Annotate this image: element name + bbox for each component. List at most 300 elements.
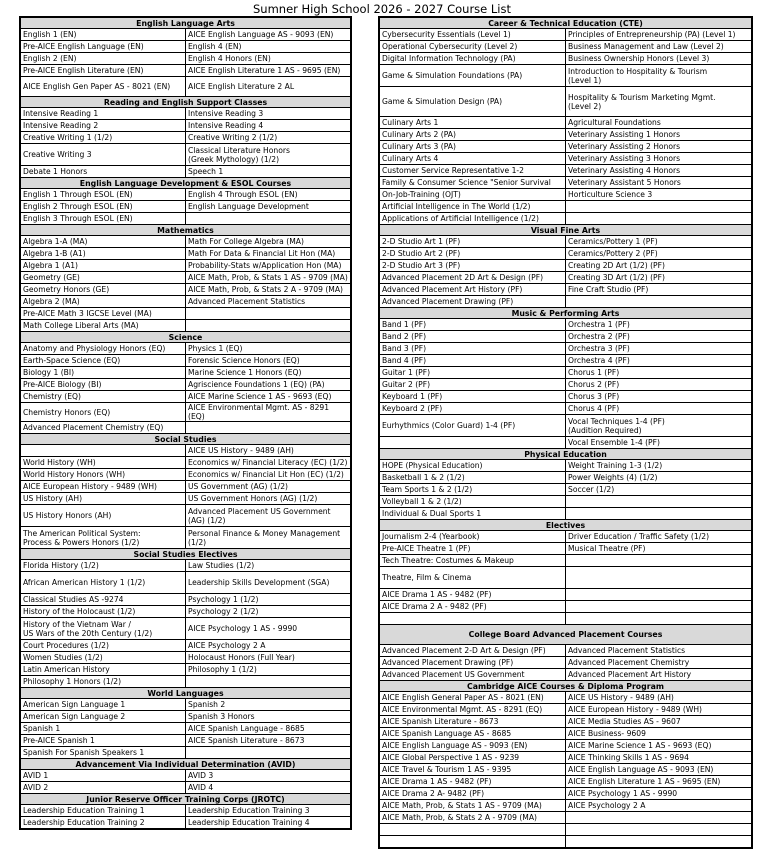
course-cell-left: Advanced Placement Drawing (PF) xyxy=(380,296,566,308)
course-cell-left xyxy=(380,437,566,449)
course-cell-right: Intensive Reading 4 xyxy=(186,120,351,132)
course-cell-left: English 2 Through ESOL (EN) xyxy=(21,201,186,213)
course-cell-left: Eurhythmics (Color Guard) 1-4 (PF) xyxy=(380,415,566,437)
course-cell-left: HOPE (Physical Education) xyxy=(380,460,566,472)
course-cell-left: Individual & Dual Sports 1 xyxy=(380,508,566,520)
course-row xyxy=(380,437,752,449)
course-cell-right: Speech 1 xyxy=(186,166,351,178)
section-header-social-studies xyxy=(21,434,351,445)
course-cell-right xyxy=(186,320,351,332)
course-row xyxy=(21,343,351,355)
course-row xyxy=(21,572,351,594)
section-header-mathematics xyxy=(21,225,351,236)
course-cell-left: The American Political System: Process & Powers Honors (1/2) xyxy=(21,527,186,549)
course-cell-left: AICE Spanish Literature - 8673 xyxy=(380,716,566,728)
course-cell-left: Culinary Arts 4 xyxy=(380,153,566,165)
course-cell-right: AICE Psychology 1 AS - 9990 xyxy=(566,788,752,800)
section-header-english-language-development-esol-courses xyxy=(21,178,351,189)
course-row xyxy=(21,817,351,829)
course-cell-left: Band 4 (PF) xyxy=(380,355,566,367)
course-cell-right: AICE Marine Science 1 AS - 9693 (EQ) xyxy=(566,740,752,752)
course-row xyxy=(21,422,351,434)
course-cell-left: Digital Information Technology (PA) xyxy=(380,53,566,65)
course-row xyxy=(21,108,351,120)
section-title: Junior Reserve Officer Training Corps (JROTC) xyxy=(21,794,351,805)
course-cell-right: Leadership Education Training 4 xyxy=(186,817,351,829)
course-cell-left: US History (AH) xyxy=(21,493,186,505)
section-title: Electives xyxy=(380,520,752,531)
course-cell-left: Advanced Placement Drawing (PF) xyxy=(380,657,566,669)
course-row xyxy=(21,367,351,379)
course-cell-right: AICE Spanish Language - 8685 xyxy=(186,723,351,735)
course-row xyxy=(380,129,752,141)
course-cell-left: Advanced Placement 2D Art & Design (PF) xyxy=(380,272,566,284)
course-row xyxy=(380,669,752,681)
section-title: Visual Fine Arts xyxy=(380,225,752,236)
course-cell-left: AVID 1 xyxy=(21,770,186,782)
course-cell-left: English 2 (EN) xyxy=(21,53,186,65)
course-cell-right: Chorus 2 (PF) xyxy=(566,379,752,391)
course-cell-right: Agriscience Foundations 1 (EQ) (PA) xyxy=(186,379,351,391)
course-row xyxy=(21,320,351,332)
course-row xyxy=(380,355,752,367)
course-cell-right: Veterinary Assisting 1 Honors xyxy=(566,129,752,141)
course-cell-left: Intensive Reading 2 xyxy=(21,120,186,132)
course-cell-left: Pre-AICE Spanish 1 xyxy=(21,735,186,747)
course-row xyxy=(21,457,351,469)
course-cell-left: World History (WH) xyxy=(21,457,186,469)
course-cell-right: Driver Education / Traffic Safety (1/2) xyxy=(566,531,752,543)
course-cell-right: Principles of Entrepreneurship (PA) (Level 1) xyxy=(566,29,752,41)
course-cell-left: Leadership Education Training 1 xyxy=(21,805,186,817)
section-header-career-technical-education-cte xyxy=(380,18,752,29)
course-row xyxy=(380,764,752,776)
course-row xyxy=(380,177,752,189)
course-row xyxy=(21,166,351,178)
course-cell-left: Classical Studies AS -9274 xyxy=(21,594,186,606)
section-title: Music & Performing Arts xyxy=(380,308,752,319)
course-cell-right: Creating 2D Art (1/2) (PF) xyxy=(566,260,752,272)
course-cell-left: American Sign Language 2 xyxy=(21,711,186,723)
course-row xyxy=(380,236,752,248)
course-cell-right: AICE Spanish Literature - 8673 xyxy=(186,735,351,747)
course-cell-left: Geometry (GE) xyxy=(21,272,186,284)
course-cell-right: English 4 Honors (EN) xyxy=(186,53,351,65)
course-cell-right: Creating 3D Art (1/2) (PF) xyxy=(566,272,752,284)
course-cell-right: AICE Psychology 2 A xyxy=(186,640,351,652)
course-cell-right: AICE Environmental Mgmt. AS - 8291 (EQ) xyxy=(186,403,351,422)
course-cell-left: Women Studies (1/2) xyxy=(21,652,186,664)
course-cell-left: 2-D Studio Art 2 (PF) xyxy=(380,248,566,260)
course-row xyxy=(21,248,351,260)
course-cell-left: Advanced Placement Chemistry (EQ) xyxy=(21,422,186,434)
course-cell-left: Team Sports 1 & 2 (1/2) xyxy=(380,484,566,496)
course-row xyxy=(21,391,351,403)
course-row xyxy=(21,606,351,618)
course-row xyxy=(380,692,752,704)
section-title: Cambridge AICE Courses & Diploma Program xyxy=(380,681,752,692)
course-row xyxy=(21,236,351,248)
course-row xyxy=(380,367,752,379)
section-title: Social Studies Electives xyxy=(21,549,351,560)
course-cell-left: Cybersecurity Essentials (Level 1) xyxy=(380,29,566,41)
course-row xyxy=(380,319,752,331)
course-cell-right: AICE Media Studies AS - 9607 xyxy=(566,716,752,728)
course-cell-right: Ceramics/Pottery 1 (PF) xyxy=(566,236,752,248)
course-cell-left: Court Procedures (1/2) xyxy=(21,640,186,652)
course-cell-right: AVID 4 xyxy=(186,782,351,794)
section-title: Career & Technical Education (CTE) xyxy=(380,18,752,29)
course-cell-left xyxy=(380,613,566,625)
course-cell-left: Leadership Education Training 2 xyxy=(21,817,186,829)
course-cell-right xyxy=(186,213,351,225)
course-cell-left: Game & Simulation Design (PA) xyxy=(380,87,566,117)
course-cell-right: Veterinary Assisting 4 Honors xyxy=(566,165,752,177)
course-cell-left: AICE European History - 9489 (WH) xyxy=(21,481,186,493)
course-row xyxy=(380,613,752,625)
course-cell-left: AICE Global Perspective 1 AS - 9239 xyxy=(380,752,566,764)
course-cell-left: Guitar 2 (PF) xyxy=(380,379,566,391)
course-row xyxy=(380,189,752,201)
course-cell-right: Power Weights (4) (1/2) xyxy=(566,472,752,484)
course-cell-right: Marine Science 1 Honors (EQ) xyxy=(186,367,351,379)
course-cell-right: AICE Psychology 2 A xyxy=(566,800,752,812)
course-cell-left: Operational Cybersecurity (Level 2) xyxy=(380,41,566,53)
course-cell-left: English 1 (EN) xyxy=(21,29,186,41)
course-cell-right: AICE Psychology 1 AS - 9990 xyxy=(186,618,351,640)
section-header-world-languages xyxy=(21,688,351,699)
course-cell-right: Chorus 1 (PF) xyxy=(566,367,752,379)
course-cell-right: AICE US History - 9489 (AH) xyxy=(566,692,752,704)
course-cell-right: AICE European History - 9489 (WH) xyxy=(566,704,752,716)
section-header-cambridge-aice-courses-diploma-program xyxy=(380,681,752,692)
course-cell-right: AICE English Literature 1 AS - 9695 (EN) xyxy=(186,65,351,77)
course-row xyxy=(21,723,351,735)
course-cell-right xyxy=(186,676,351,688)
section-title: Science xyxy=(21,332,351,343)
course-cell-right: Business Management and Law (Level 2) xyxy=(566,41,752,53)
course-cell-left: Basketball 1 & 2 (1/2) xyxy=(380,472,566,484)
course-cell-left: On-Job-Training (OJT) xyxy=(380,189,566,201)
course-cell-left: AICE Math, Prob, & Stats 1 AS - 9709 (MA) xyxy=(380,800,566,812)
course-row xyxy=(21,272,351,284)
course-row xyxy=(21,560,351,572)
course-row xyxy=(21,594,351,606)
course-cell-right: AICE English Language AS - 9093 (EN) xyxy=(566,764,752,776)
course-row xyxy=(380,543,752,555)
right-course-table xyxy=(379,17,752,848)
course-cell-right: Orchestra 4 (PF) xyxy=(566,355,752,367)
course-cell-left: Anatomy and Physiology Honors (EQ) xyxy=(21,343,186,355)
course-cell-left: Theatre, Film & Cinema xyxy=(380,567,566,589)
course-cell-right: Orchestra 3 (PF) xyxy=(566,343,752,355)
course-cell-right: Intensive Reading 3 xyxy=(186,108,351,120)
course-cell-left: African American History 1 (1/2) xyxy=(21,572,186,594)
course-cell-left: Latin American History xyxy=(21,664,186,676)
course-cell-right: Veterinary Assisting 2 Honors xyxy=(566,141,752,153)
course-row xyxy=(380,165,752,177)
course-row xyxy=(21,120,351,132)
course-cell-right: Psychology 1 (1/2) xyxy=(186,594,351,606)
course-row xyxy=(21,29,351,41)
course-cell-left: Algebra 2 (MA) xyxy=(21,296,186,308)
course-cell-right xyxy=(566,613,752,625)
course-row xyxy=(21,355,351,367)
course-row xyxy=(380,403,752,415)
section-title: Social Studies xyxy=(21,434,351,445)
course-cell-right: AICE English Literature 1 AS - 9695 (EN) xyxy=(566,776,752,788)
course-cell-right: Math For College Algebra (MA) xyxy=(186,236,351,248)
course-cell-right xyxy=(566,555,752,567)
course-cell-right xyxy=(186,747,351,759)
course-cell-left: 2-D Studio Art 1 (PF) xyxy=(380,236,566,248)
course-cell-left: Game & Simulation Foundations (PA) xyxy=(380,65,566,87)
course-cell-right xyxy=(186,422,351,434)
course-row xyxy=(380,391,752,403)
section-title: College Board Advanced Placement Courses xyxy=(380,625,752,645)
course-cell-right: Veterinary Assistant 5 Honors xyxy=(566,177,752,189)
course-row xyxy=(21,618,351,640)
course-cell-right: Math For Data & Financial Lit Hon (MA) xyxy=(186,248,351,260)
course-row xyxy=(21,782,351,794)
course-row xyxy=(380,472,752,484)
course-row xyxy=(21,640,351,652)
course-cell-left xyxy=(21,445,186,457)
course-cell-left: Philosophy 1 Honors (1/2) xyxy=(21,676,186,688)
course-cell-right: Law Studies (1/2) xyxy=(186,560,351,572)
section-header-advancement-via-individual-determination-avid xyxy=(21,759,351,770)
course-cell-right: Advanced Placement Chemistry xyxy=(566,657,752,669)
course-row xyxy=(21,676,351,688)
course-cell-left: Culinary Arts 2 (PA) xyxy=(380,129,566,141)
course-cell-left: Advanced Placement 2-D Art & Design (PF) xyxy=(380,645,566,657)
section-title: English Language Development & ESOL Courses xyxy=(21,178,351,189)
course-cell-left: English 1 Through ESOL (EN) xyxy=(21,189,186,201)
course-cell-right: Chorus 3 (PF) xyxy=(566,391,752,403)
course-cell-right: Weight Training 1-3 (1/2) xyxy=(566,460,752,472)
course-row xyxy=(380,41,752,53)
course-cell-right xyxy=(186,308,351,320)
course-cell-left: History of the Vietnam War / US Wars of the 20th Century (1/2) xyxy=(21,618,186,640)
course-cell-right: AICE Marine Science 1 AS - 9693 (EQ) xyxy=(186,391,351,403)
course-cell-right: English 4 (EN) xyxy=(186,41,351,53)
course-cell-right xyxy=(566,201,752,213)
course-cell-left: Algebra 1 (A1) xyxy=(21,260,186,272)
course-row xyxy=(21,144,351,166)
course-cell-left: AICE Spanish Language AS - 8685 xyxy=(380,728,566,740)
course-cell-left: Geometry Honors (GE) xyxy=(21,284,186,296)
course-cell-right: Orchestra 2 (PF) xyxy=(566,331,752,343)
course-row xyxy=(21,284,351,296)
course-cell-left: AICE Drama 1 AS - 9482 (PF) xyxy=(380,776,566,788)
section-header-college-board-advanced-placement-courses xyxy=(380,625,752,645)
section-header-music-performing-arts xyxy=(380,308,752,319)
course-cell-left: Applications of Artificial Intelligence (1/2) xyxy=(380,213,566,225)
course-cell-right: Psychology 2 (1/2) xyxy=(186,606,351,618)
course-cell-left: AICE English General Paper AS - 8021 (EN) xyxy=(380,692,566,704)
course-row xyxy=(380,836,752,848)
section-title: Physical Education xyxy=(380,449,752,460)
course-cell-right: AICE US History - 9489 (AH) xyxy=(186,445,351,457)
course-cell-left: Keyboard 2 (PF) xyxy=(380,403,566,415)
course-cell-left: AICE English Language AS - 9093 (EN) xyxy=(380,740,566,752)
course-cell-left: Pre-AICE English Literature (EN) xyxy=(21,65,186,77)
course-cell-right xyxy=(566,589,752,601)
course-cell-right: Probability-Stats w/Application Hon (MA) xyxy=(186,260,351,272)
course-cell-left: AICE Drama 1 AS - 9482 (PF) xyxy=(380,589,566,601)
course-cell-right xyxy=(566,567,752,589)
course-cell-right xyxy=(566,508,752,520)
course-cell-left: Algebra 1-A (MA) xyxy=(21,236,186,248)
course-row xyxy=(21,664,351,676)
course-row xyxy=(21,481,351,493)
course-row xyxy=(380,716,752,728)
course-cell-right: Advanced Placement Statistics xyxy=(186,296,351,308)
course-cell-right: Ceramics/Pottery 2 (PF) xyxy=(566,248,752,260)
course-cell-left: Guitar 1 (PF) xyxy=(380,367,566,379)
course-cell-right xyxy=(566,836,752,848)
course-row xyxy=(380,141,752,153)
course-row xyxy=(21,805,351,817)
course-row xyxy=(380,508,752,520)
course-row xyxy=(380,296,752,308)
course-cell-right: AICE Thinking Skills 1 AS - 9694 xyxy=(566,752,752,764)
course-cell-left: Chemistry Honors (EQ) xyxy=(21,403,186,422)
course-cell-left: Culinary Arts 3 (PA) xyxy=(380,141,566,153)
course-cell-right: AICE Math, Prob, & Stats 2 A - 9709 (MA) xyxy=(186,284,351,296)
course-cell-right: Creative Writing 2 (1/2) xyxy=(186,132,351,144)
course-row xyxy=(380,213,752,225)
course-row xyxy=(380,272,752,284)
course-cell-right: Spanish 2 xyxy=(186,699,351,711)
course-row xyxy=(380,201,752,213)
course-cell-left xyxy=(380,824,566,836)
course-cell-left: World History Honors (WH) xyxy=(21,469,186,481)
course-cell-left: Spanish For Spanish Speakers 1 xyxy=(21,747,186,759)
course-cell-right: Orchestra 1 (PF) xyxy=(566,319,752,331)
course-cell-right: English 4 Through ESOL (EN) xyxy=(186,189,351,201)
course-cell-right xyxy=(566,296,752,308)
course-row xyxy=(380,567,752,589)
course-cell-right: Forensic Science Honors (EQ) xyxy=(186,355,351,367)
course-row xyxy=(21,379,351,391)
course-cell-left: US History Honors (AH) xyxy=(21,505,186,527)
course-cell-left: Family & Consumer Science "Senior Survival xyxy=(380,177,566,189)
course-row xyxy=(21,735,351,747)
course-cell-right: Musical Theatre (PF) xyxy=(566,543,752,555)
course-row xyxy=(21,41,351,53)
course-row xyxy=(380,589,752,601)
course-cell-left xyxy=(380,836,566,848)
course-row xyxy=(21,213,351,225)
course-row xyxy=(21,53,351,65)
course-cell-left: Band 1 (PF) xyxy=(380,319,566,331)
course-row xyxy=(21,445,351,457)
section-title: Reading and English Support Classes xyxy=(21,97,351,108)
course-cell-right: AICE English Language AS - 9093 (EN) xyxy=(186,29,351,41)
course-cell-left: AICE Drama 2 A- 9482 (PF) xyxy=(380,788,566,800)
course-row xyxy=(380,645,752,657)
course-row xyxy=(380,29,752,41)
course-cell-right: Philosophy 1 (1/2) xyxy=(186,664,351,676)
course-cell-right: Chorus 4 (PF) xyxy=(566,403,752,415)
course-cell-right: Hospitality & Tourism Marketing Mgmt. (Level 2) xyxy=(566,87,752,117)
course-row xyxy=(380,555,752,567)
course-cell-right: AICE Math, Prob, & Stats 1 AS - 9709 (MA) xyxy=(186,272,351,284)
course-cell-left: Creative Writing 1 (1/2) xyxy=(21,132,186,144)
course-cell-right: Classical Literature Honors (Greek Mythology) (1/2) xyxy=(186,144,351,166)
section-header-visual-fine-arts xyxy=(380,225,752,236)
course-cell-right: Fine Craft Studio (PF) xyxy=(566,284,752,296)
course-row xyxy=(21,505,351,527)
course-row xyxy=(380,460,752,472)
course-row xyxy=(380,800,752,812)
course-row xyxy=(380,752,752,764)
course-cell-left: Keyboard 1 (PF) xyxy=(380,391,566,403)
course-cell-left: Advanced Placement Art History (PF) xyxy=(380,284,566,296)
course-cell-left: Pre-AICE Biology (BI) xyxy=(21,379,186,391)
course-cell-left: Pre-AICE Theatre 1 (PF) xyxy=(380,543,566,555)
course-cell-left: Tech Theatre: Costumes & Makeup xyxy=(380,555,566,567)
course-row xyxy=(21,296,351,308)
course-cell-right: Leadership Skills Development (SGA) xyxy=(186,572,351,594)
section-header-social-studies-electives xyxy=(21,549,351,560)
course-row xyxy=(380,248,752,260)
course-cell-left: Algebra 1-B (A1) xyxy=(21,248,186,260)
course-cell-right: Advanced Placement US Government (AG) (1/2) xyxy=(186,505,351,527)
course-row xyxy=(21,201,351,213)
page-title: Sumner High School 2026 - 2027 Course List xyxy=(252,2,511,16)
course-row xyxy=(380,728,752,740)
course-cell-right: Economics w/ Financial Lit Hon (EC) (1/2) xyxy=(186,469,351,481)
course-row xyxy=(380,601,752,613)
course-cell-right: AICE Business- 9609 xyxy=(566,728,752,740)
course-cell-right: US Government Honors (AG) (1/2) xyxy=(186,493,351,505)
course-row xyxy=(380,496,752,508)
course-row xyxy=(21,699,351,711)
course-cell-right: Advanced Placement Art History xyxy=(566,669,752,681)
left-course-table xyxy=(20,17,351,829)
course-cell-left: Customer Service Representative 1-2 xyxy=(380,165,566,177)
course-cell-left: 2-D Studio Art 3 (PF) xyxy=(380,260,566,272)
course-cell-right: Vocal Techniques 1-4 (PF) (Audition Required) xyxy=(566,415,752,437)
course-cell-right: Holocaust Honors (Full Year) xyxy=(186,652,351,664)
course-row xyxy=(380,812,752,824)
course-row xyxy=(21,711,351,723)
course-row xyxy=(380,484,752,496)
course-row xyxy=(380,704,752,716)
course-cell-left: Band 3 (PF) xyxy=(380,343,566,355)
course-row xyxy=(21,747,351,759)
course-cell-left: Culinary Arts 1 xyxy=(380,117,566,129)
course-cell-right xyxy=(566,812,752,824)
course-cell-right: Personal Finance & Money Management (1/2) xyxy=(186,527,351,549)
course-row xyxy=(21,469,351,481)
course-cell-right: AVID 3 xyxy=(186,770,351,782)
course-cell-right: Economics w/ Financial Literacy (EC) (1/2) xyxy=(186,457,351,469)
course-row xyxy=(21,493,351,505)
course-row xyxy=(380,284,752,296)
left-course-column xyxy=(19,16,352,830)
course-cell-right: Agricultural Foundations xyxy=(566,117,752,129)
course-cell-left: Math College Liberal Arts (MA) xyxy=(21,320,186,332)
course-cell-right xyxy=(566,496,752,508)
course-cell-left: AVID 2 xyxy=(21,782,186,794)
course-cell-left: Biology 1 (BI) xyxy=(21,367,186,379)
course-row xyxy=(21,652,351,664)
course-cell-right: Horticulture Science 3 xyxy=(566,189,752,201)
course-cell-left: Intensive Reading 1 xyxy=(21,108,186,120)
